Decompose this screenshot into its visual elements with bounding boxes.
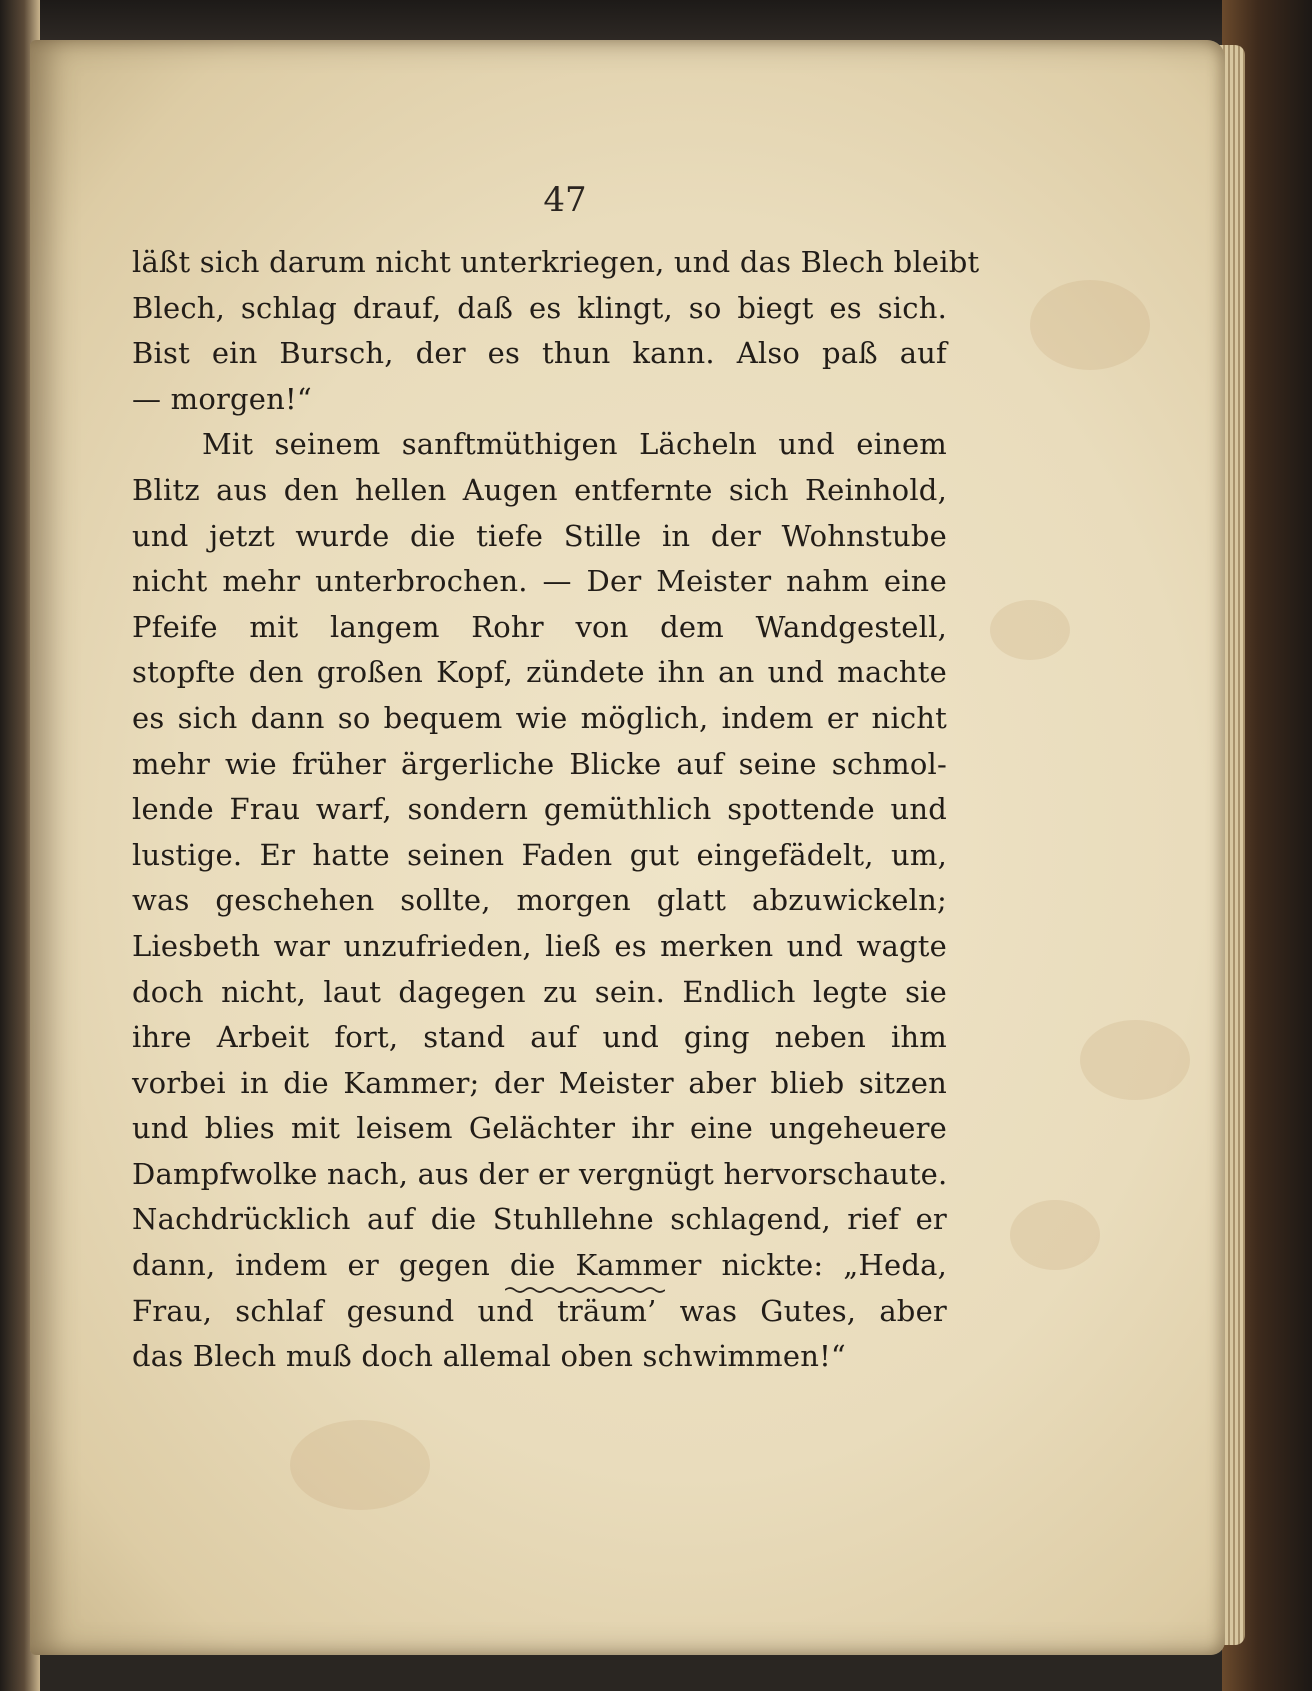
text-line: dann, indem er gegen die Kammer nickte: „Heda, — [132, 1248, 947, 1283]
text-line: Mit seinem sanftmüthigen Lächeln und einem — [202, 427, 947, 462]
body-text — [132, 240, 980, 1380]
foxing-spot — [290, 1420, 430, 1510]
text-line: stopfte den großen Kopf, zündete ihn an und machte — [132, 655, 947, 690]
foxing-spot — [1030, 280, 1150, 370]
text-line: Pfeife mit langem Rohr von dem Wandgestell, — [132, 609, 947, 644]
foxing-spot — [990, 600, 1070, 660]
wavy-divider — [505, 1285, 665, 1295]
text-line: Frau, schlaf gesund und träum’ was Gutes, aber — [132, 1293, 947, 1328]
text-line: und blies mit leisem Gelächter ihr eine ungeheuere — [132, 1111, 947, 1146]
text-line: das Blech muß doch allemal oben schwimmen!“ — [132, 1339, 846, 1374]
text-line: mehr wie früher ärgerliche Blicke auf seine schmol- — [132, 746, 947, 781]
text-line: lende Frau warf, sondern gemüthlich spottende und — [132, 792, 947, 827]
text-line: Dampfwolke nach, aus der er vergnügt hervorschaute. — [132, 1156, 948, 1191]
text-line: Nachdrücklich auf die Stuhllehne schlagend, rief er — [132, 1202, 947, 1237]
text-line: nicht mehr unterbrochen. — Der Meister nahm eine — [132, 564, 947, 599]
text-line: es sich dann so bequem wie möglich, indem er nicht — [132, 700, 947, 735]
text-line: lustige. Er hatte seinen Faden gut eingefädelt, um, — [132, 837, 947, 872]
text-line: ihre Arbeit fort, stand auf und ging neben ihm — [132, 1020, 947, 1055]
text-line: Bist ein Bursch, der es thun kann. Also paß auf — [132, 336, 947, 371]
text-line: was geschehen sollte, morgen glatt abzuwickeln; — [132, 883, 947, 918]
text-line: und jetzt wurde die tiefe Stille in der Wohnstube — [132, 518, 947, 553]
text-line: Blech, schlag drauf, daß es klingt, so biegt es sich. — [132, 290, 947, 325]
text-line: doch nicht, laut dagegen zu sein. Endlich legte sie — [132, 974, 947, 1009]
text-line: vorbei in die Kammer; der Meister aber blieb sitzen — [132, 1065, 947, 1100]
foxing-spot — [1080, 1020, 1190, 1100]
text-line: Blitz aus den hellen Augen entfernte sich Reinhold, — [132, 472, 947, 507]
text-line: läßt sich darum nicht unterkriegen, und das Blech bleibt — [132, 245, 980, 279]
text-line: — morgen!“ — [132, 381, 312, 416]
foxing-spot — [1010, 1200, 1100, 1270]
text-line: Liesbeth war unzufrieden, ließ es merken und wagte — [132, 928, 947, 963]
page-number: 47 — [543, 180, 587, 220]
